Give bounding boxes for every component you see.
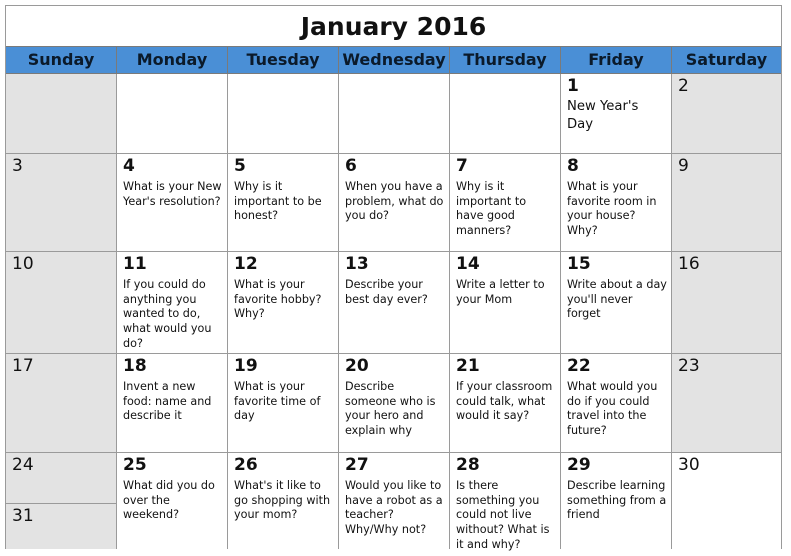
day-cell <box>561 74 672 154</box>
day-number: 3 <box>12 156 23 176</box>
day-note: What is your favorite hobby? Why? <box>234 278 322 321</box>
day-number: 18 <box>123 356 147 376</box>
day-note: New Year's Day <box>567 99 639 132</box>
day-number: 24 <box>12 455 34 475</box>
day-note: What is your favorite room in your house? Why? <box>567 180 657 238</box>
day-number: 6 <box>345 156 357 176</box>
day-cell <box>117 154 228 252</box>
weekday-saturday: Saturday <box>685 50 768 69</box>
day-cell <box>561 154 672 252</box>
day-note: Why is it important to be honest? <box>234 180 322 223</box>
day-note: Why is it important to have good manners? <box>456 180 527 238</box>
day-note: Describe someone who is your hero and explain why <box>345 380 436 438</box>
day-cell <box>561 252 672 354</box>
day-number: 9 <box>678 156 689 176</box>
day-cell <box>450 453 561 549</box>
day-note: What is your favorite time of day <box>234 380 321 423</box>
day-note: What would you do if you could travel into the future? <box>567 380 658 438</box>
day-number: 22 <box>567 356 591 376</box>
calendar-title: January 2016 <box>300 12 487 41</box>
day-number: 2 <box>678 76 689 96</box>
day-number: 1 <box>567 76 579 96</box>
day-cell <box>339 354 450 453</box>
day-number: 10 <box>12 254 34 274</box>
day-cell <box>561 354 672 453</box>
calendar <box>5 5 782 549</box>
day-number: 17 <box>12 356 34 376</box>
day-cell-empty <box>6 74 117 154</box>
day-cell <box>672 354 781 453</box>
day-number: 19 <box>234 356 258 376</box>
weekday-wednesday: Wednesday <box>339 47 450 73</box>
day-cell <box>6 154 117 252</box>
day-number: 5 <box>234 156 246 176</box>
day-number: 21 <box>456 356 480 376</box>
day-number: 16 <box>678 254 700 274</box>
day-cell-empty <box>450 74 561 154</box>
day-cell <box>6 453 117 504</box>
day-cell-empty <box>228 74 339 154</box>
day-cell <box>6 252 117 354</box>
day-number: 31 <box>12 506 34 526</box>
day-note: Would you like to have a robot as a teacher? Why/Why not? <box>345 479 443 537</box>
day-number: 26 <box>234 455 258 475</box>
day-number: 20 <box>345 356 369 376</box>
day-cell-empty <box>117 74 228 154</box>
day-cell <box>450 354 561 453</box>
day-cell <box>339 252 450 354</box>
day-note: Describe your best day ever? <box>345 278 428 306</box>
day-number: 15 <box>567 254 591 274</box>
day-note: If your classroom could talk, what would it say? <box>456 380 553 423</box>
day-cell-empty <box>339 74 450 154</box>
day-number: 14 <box>456 254 480 274</box>
day-cell <box>450 154 561 252</box>
day-number: 11 <box>123 254 147 274</box>
day-cell <box>561 453 672 549</box>
day-number: 23 <box>678 356 700 376</box>
day-cell <box>228 354 339 453</box>
day-cell <box>672 154 781 252</box>
day-cell <box>228 154 339 252</box>
day-note: What did you do over the weekend? <box>123 479 215 522</box>
day-cell <box>672 453 781 549</box>
day-cell <box>672 74 781 154</box>
day-cell <box>339 453 450 549</box>
weekday-friday: Friday <box>561 47 672 73</box>
day-number: 12 <box>234 254 258 274</box>
day-cell <box>672 252 781 354</box>
day-note: When you have a problem, what do you do? <box>345 180 444 223</box>
day-note: What's it like to go shopping with your mom? <box>234 479 331 522</box>
day-cell <box>339 154 450 252</box>
day-number: 25 <box>123 455 147 475</box>
day-note: Describe learning something from a friend <box>567 479 667 522</box>
day-number: 28 <box>456 455 480 475</box>
day-note: Write about a day you'll never forget <box>567 278 667 321</box>
day-note: Invent a new food: name and describe it <box>123 380 212 423</box>
day-number: 8 <box>567 156 579 176</box>
day-cell <box>450 252 561 354</box>
weekday-monday: Monday <box>117 47 228 73</box>
day-number: 7 <box>456 156 468 176</box>
weekday-header-row <box>6 46 781 74</box>
day-number: 29 <box>567 455 591 475</box>
day-note: If you could do anything you wanted to do, what would you do? <box>123 278 212 350</box>
day-number: 30 <box>678 455 700 475</box>
day-number: 4 <box>123 156 135 176</box>
day-cell <box>117 252 228 354</box>
day-cell <box>228 252 339 354</box>
day-cell <box>6 354 117 453</box>
day-number: 13 <box>345 254 369 274</box>
day-cell <box>6 504 117 549</box>
weekday-thursday: Thursday <box>450 47 561 73</box>
day-note: Write a letter to your Mom <box>456 278 545 306</box>
day-note: Is there something you could not live without? What is it and why? <box>456 479 550 551</box>
weekday-sunday: Sunday <box>6 47 117 73</box>
weekday-tuesday: Tuesday <box>228 47 339 73</box>
day-cell <box>117 354 228 453</box>
day-cell <box>117 453 228 549</box>
day-cell <box>228 453 339 549</box>
day-number: 27 <box>345 455 369 475</box>
day-note: What is your New Year's resolution? <box>123 180 222 208</box>
